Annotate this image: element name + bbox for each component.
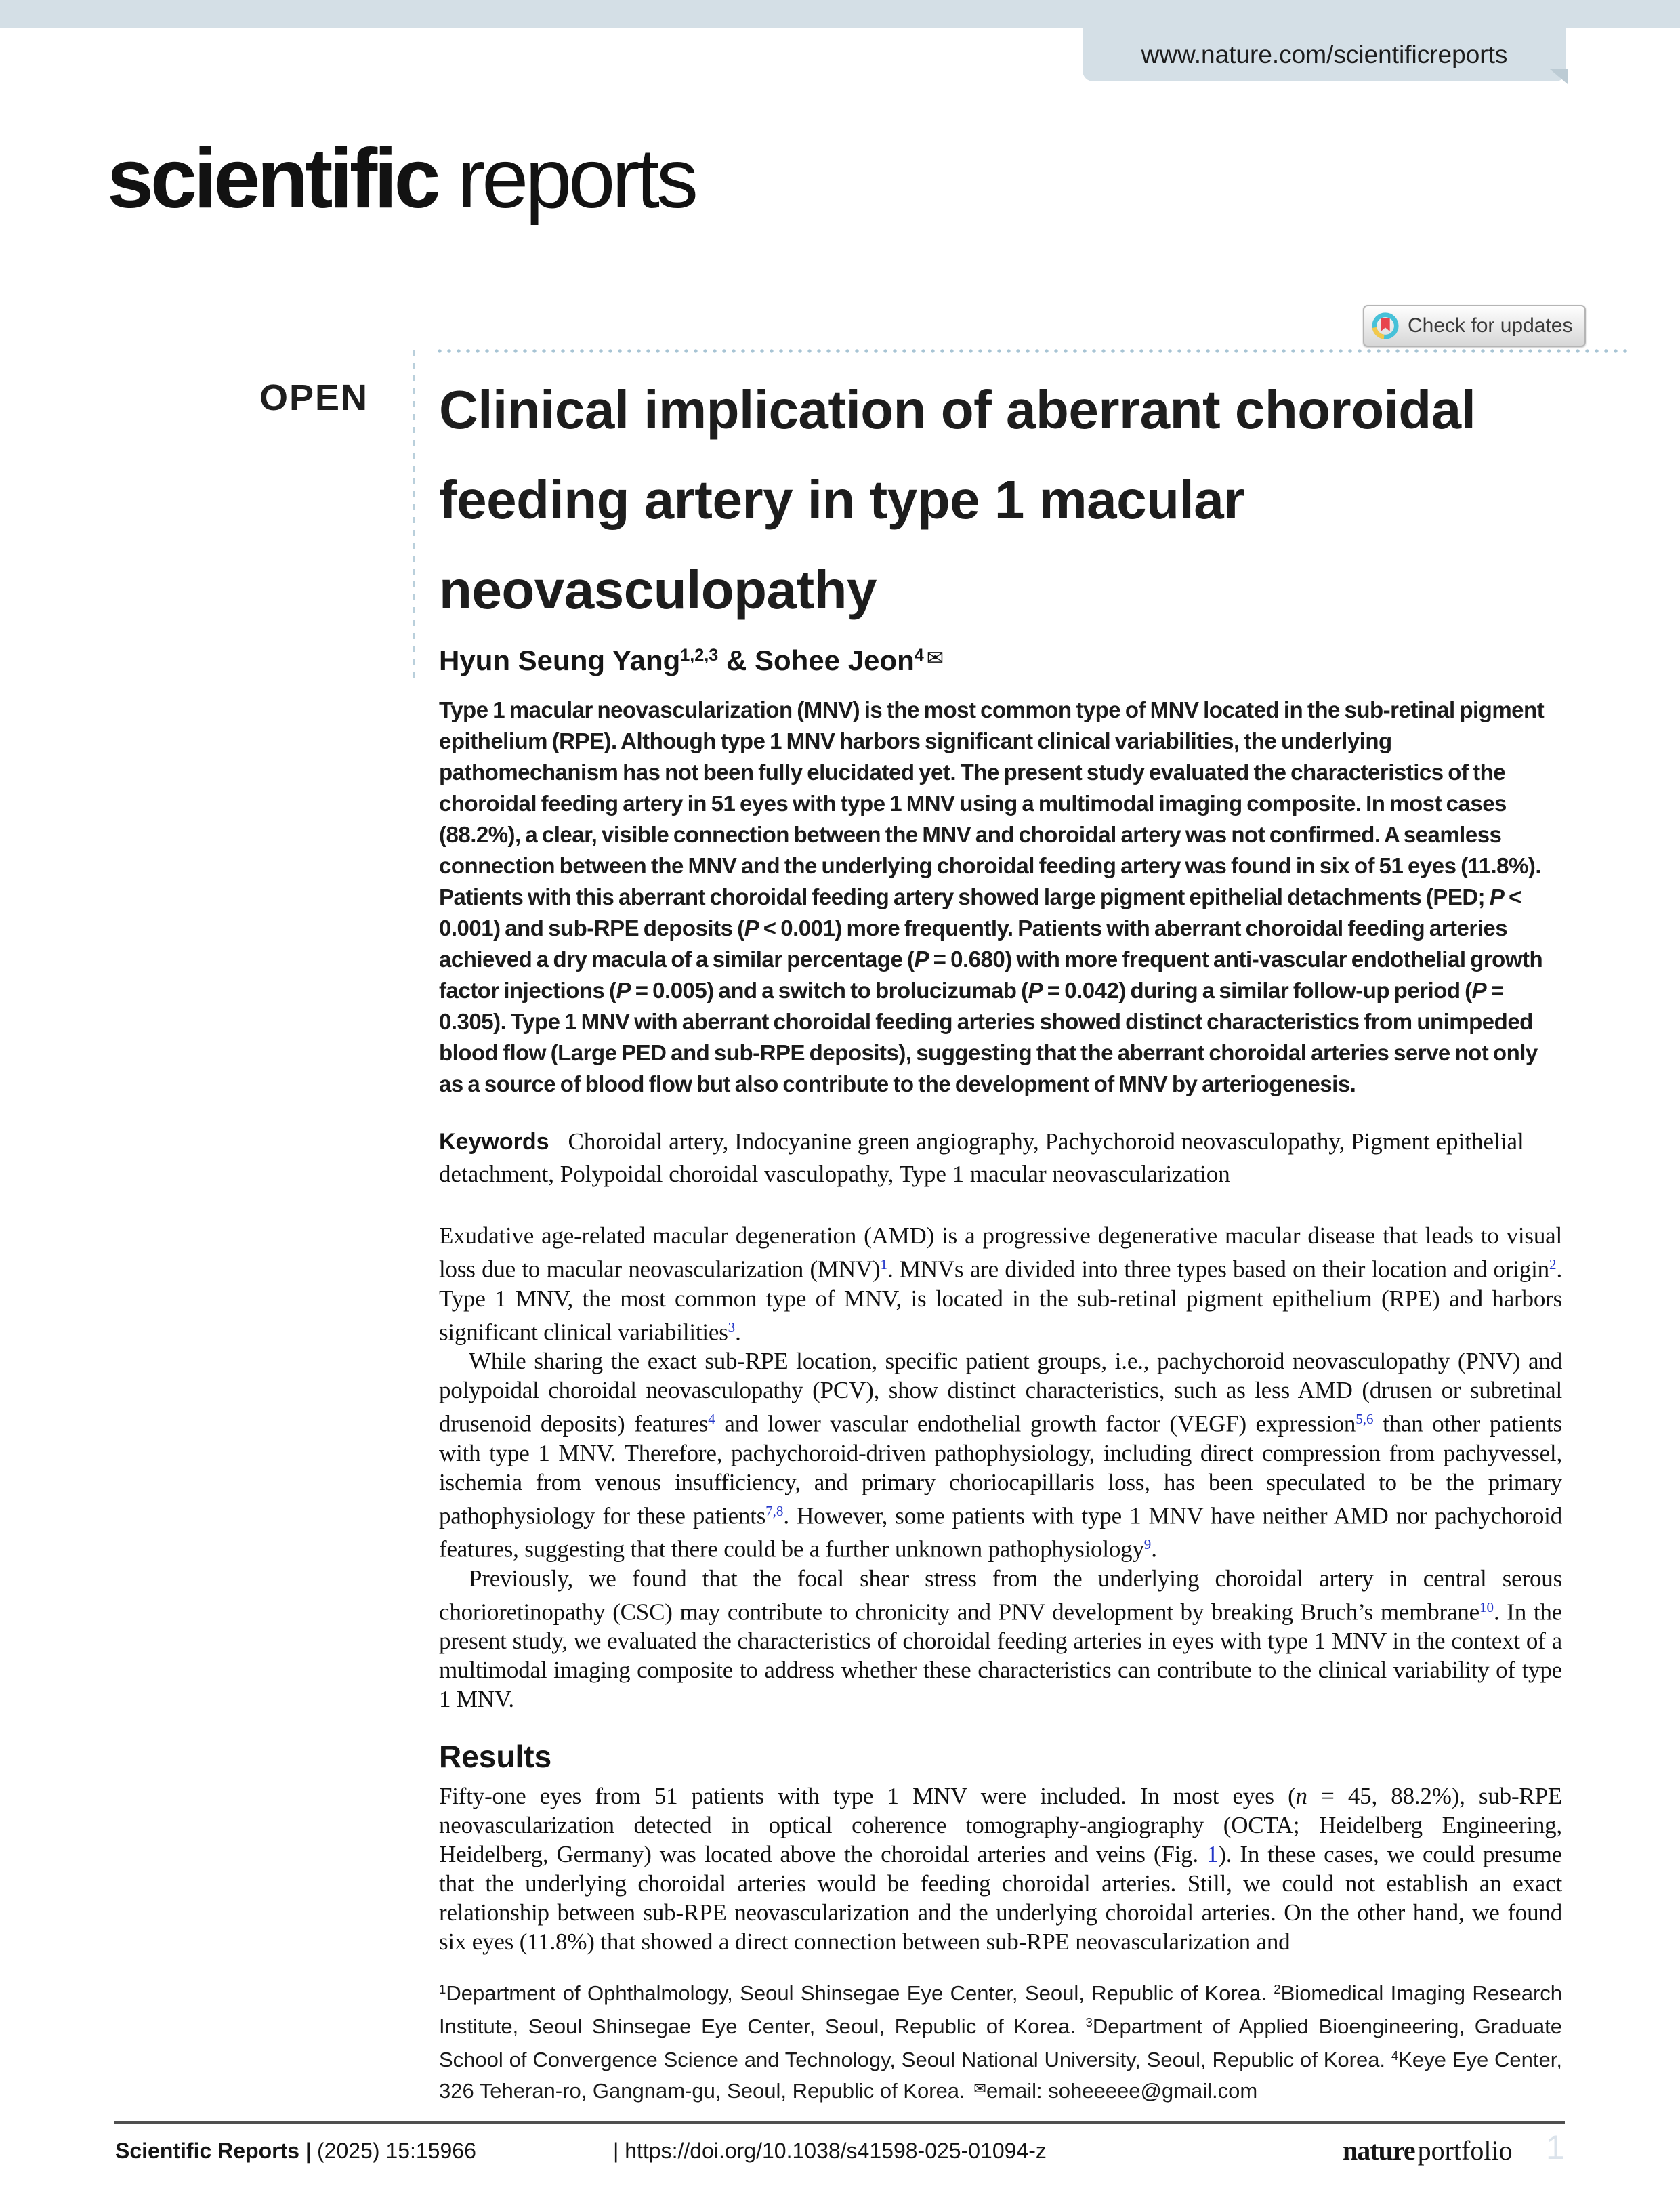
abstract-text: Type 1 macular neovascularization (MNV) is the most common type of MNV located in the sub-retinal pigment epithelium (RPE). Although type 1 MNV harbors significant clinical variabilities, the underlying pathomechanism has not been fully elucidated yet. The present study evaluated the characteristics of the choroidal feeding artery in 51 eyes with type 1 MNV using a multimodal imaging composite. In most cases (88.2%), a clear, visible connection between the MNV and choroidal artery was not confirmed. A seamless connection between the MNV and the underlying choroidal feeding artery was found in six of 51 eyes (11.8%). Patients with this aberrant choroidal feeding artery showed large pigment epithelial detachments (PED; P < 0.001) and sub-RPE deposits (P < 0.001) more frequently. Patients with aberrant choroidal feeding arteries achieved a dry macula of a similar percentage (P = 0.680) with more frequent anti-vascular endothelial growth factor injections (P = 0.005) and a switch to brolucizumab (P = 0.042) during a similar follow-up period (P = 0.305). Type 1 MNV with aberrant choroidal feeding arteries showed distinct characteristics from unimpeded blood flow (Large PED and sub-RPE deposits), suggesting that the aberrant choroidal arteries serve not only as a source of blood flow but also contribute to the development of MNV by arteriogenesis. — [439, 697, 1545, 1096]
reference-link[interactable]: 7,8 — [765, 1502, 784, 1519]
footer-journal-name: Scientific Reports | — [115, 2139, 312, 2163]
keywords-text: Choroidal artery, Indocyanine green angiography, Pachychoroid neovasculopathy, Pigment epithelial detachment, Polypoidal choroidal vasculopathy, Type 1 macular neovascularization — [439, 1128, 1524, 1187]
open-access-label: OPEN — [259, 377, 369, 418]
reference-link[interactable]: 2 — [1549, 1256, 1557, 1273]
dotted-separator — [437, 348, 1628, 354]
nature-logo-light: portfolio — [1417, 2135, 1513, 2166]
article-column — [439, 365, 1562, 1956]
check-for-updates-label: Check for updates — [1408, 314, 1573, 337]
envelope-icon: ✉ — [926, 646, 944, 670]
reference-link[interactable]: 1 — [880, 1256, 887, 1273]
envelope-icon: ✉ — [973, 2080, 986, 2098]
intro-paragraph-3: Previously, we found that the focal shear stress from the underlying choroidal artery in central serous chorioretinopathy (CSC) may contribute to chronicity and PNV development by breaking Bruch’s membrane$^{10}$. In the present study, we evaluated the characteristics of choroidal feeding arteries in eyes with type 1 MNV in the context of a multimodal imaging composite to address whether these characteristics can contribute to the clinical variability of type 1 MNV. — [439, 1565, 1562, 1713]
reference-link[interactable]: 3 — [728, 1319, 736, 1336]
journal-url: www.nature.com/scientificreports — [1141, 41, 1508, 68]
reference-link[interactable]: 4 — [708, 1411, 715, 1428]
nature-logo-bold: nature — [1343, 2135, 1415, 2166]
keywords-label: Keywords — [439, 1129, 549, 1155]
footer-rule — [114, 2121, 1565, 2124]
journal-logo-light: reports — [457, 132, 695, 226]
journal-header-band — [0, 0, 1680, 28]
reference-link[interactable]: 9 — [1143, 1536, 1152, 1553]
reference-link[interactable]: 5,6 — [1356, 1411, 1374, 1428]
author-line: Hyun Seung Yang$^{1,2,3}$ & Sohee Jeon$^4$ ✉ — [439, 644, 944, 676]
article-title: Clinical implication of aberrant choroidal feeding artery in type 1 macular neovasculopathy — [439, 379, 1476, 620]
page-number: 1 — [1546, 2128, 1565, 2166]
journal-logo — [107, 133, 695, 225]
open-access-divider — [413, 350, 415, 683]
check-for-updates-badge[interactable] — [1363, 305, 1586, 347]
crossmark-icon — [1371, 312, 1400, 340]
journal-logo-bold: scientific — [107, 132, 438, 226]
footer-doi-link[interactable]: | https://doi.org/10.1038/s41598-025-01094-z — [613, 2139, 1047, 2163]
reference-link[interactable]: 10 — [1479, 1598, 1494, 1615]
nature-portfolio-logo — [1343, 2134, 1513, 2166]
figure-link[interactable]: 1 — [1206, 1841, 1219, 1868]
results-heading: Results — [439, 1739, 552, 1775]
intro-paragraph-2: While sharing the exact sub-RPE location, specific patient groups, i.e., pachychoroid neovasculopathy (PNV) and polypoidal choroidal neovasculopathy (PCV), show distinct characteristics, such as less AMD (drusen or subretinal drusenoid deposits) features$^4$ and lower vascular endothelial growth factor (VEGF) expression$^{5,6}$ than other patients with type 1 MNV. Therefore, pachychoroid-driven pathophysiology, including direct compression from pachyvessel, ischemia from venous insufficiency, and primary choriocapillaris loss, has been speculated to be the primary pathophysiology for these patients$^{7,8}$. However, some patients with type 1 MNV have neither AMD nor pachychoroid features, suggesting that there could be a further unknown pathophysiology$^9$. — [439, 1348, 1562, 1563]
results-paragraph: Fifty-one eyes from 51 patients with type 1 MNV were included. In most eyes (n = 45, 88.2%), sub-RPE neovascularization detected in optical coherence tomography-angiography (OCTA; Heidelberg Engineering, Heidelberg, Germany) was located above the choroidal arteries and veins (Fig. 1). In these cases, we could presume that the underlying choroidal arteries would be feeding choroidal arteries. Still, we could not establish an exact relationship between sub-RPE neovascularization and the underlying choroidal arteries. On the other hand, we found six eyes (11.8%) that showed a direct connection between sub-RPE neovascularization and — [439, 1783, 1563, 1956]
intro-paragraph-1: Exudative age-related macular degeneration (AMD) is a progressive degenerative macular disease that leads to visual loss due to macular neovascularization (MNV)$^1$. MNVs are divided into three types based on their location and origin$^2$. Type 1 MNV, the most common type of MNV, is located in the sub-retinal pigment epithelium (RPE) and harbors significant clinical variabilities$^3$. — [439, 1222, 1562, 1346]
keywords-block — [439, 1126, 1562, 1190]
affiliations-footnotes: $^1$Department of Ophthalmology, Seoul Shinsegae Eye Center, Seoul, Republic of Korea. $^2$Biomedical Imaging Research Institute, Seoul Shinsegae Eye Center, Seoul, Republic of Korea. $^3$Department of Applied Bioengineering, Graduate School of Convergence Science and Technology, Seoul National University, Seoul, Republic of Korea. $^4$Keye Eye Center, 326 Teheran-ro, Gangnam-gu, Seoul, Republic of Korea. ✉email: soheeeee@gmail.com — [439, 1970, 1562, 2105]
footer-citation: (2025) 15:15966 — [317, 2139, 476, 2163]
journal-url-tab — [1083, 28, 1566, 81]
